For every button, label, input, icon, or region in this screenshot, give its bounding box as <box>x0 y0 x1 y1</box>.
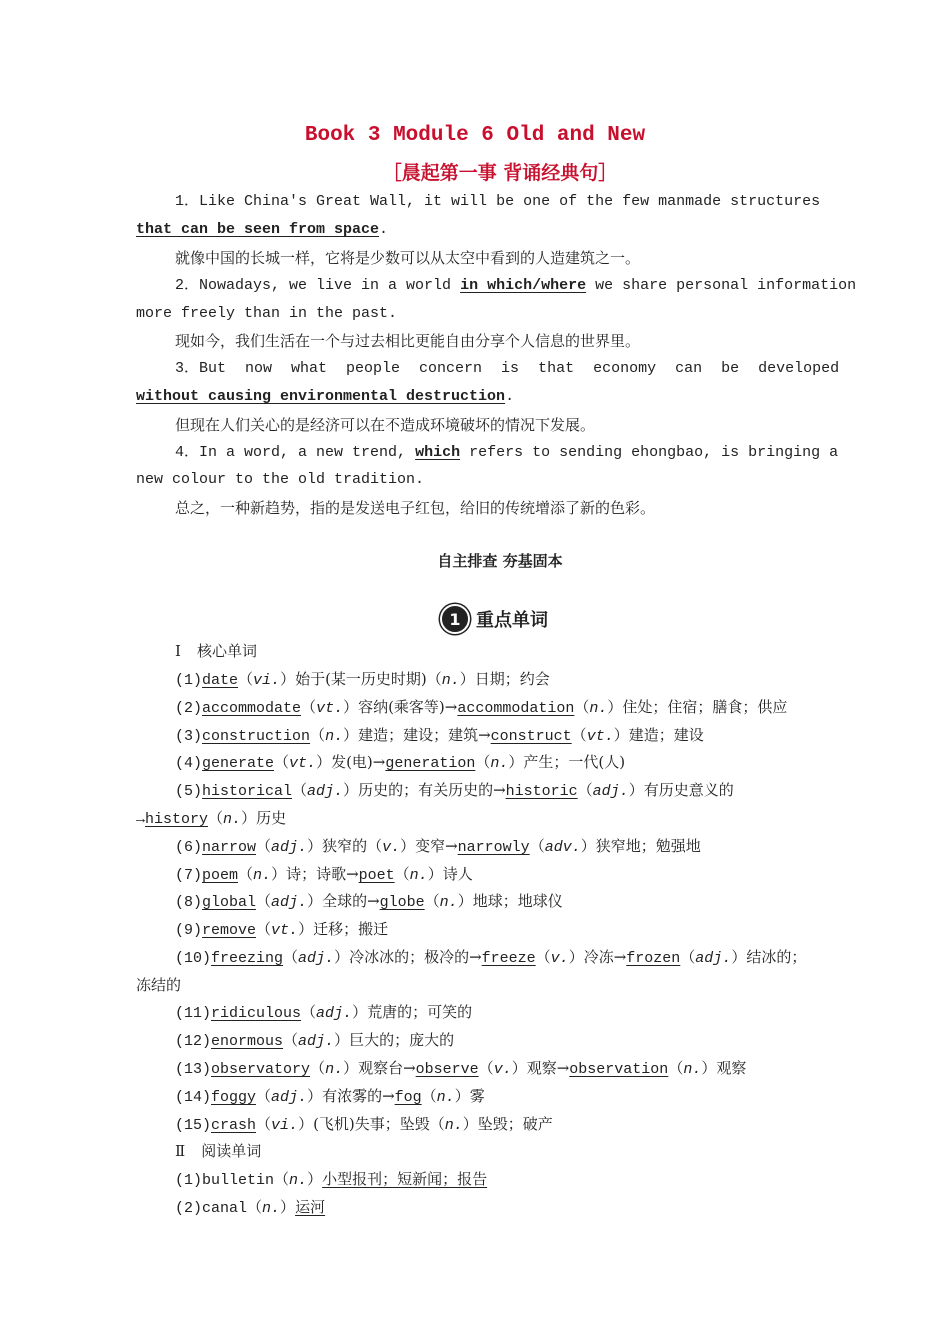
vocab-word: date <box>202 672 239 689</box>
item-number: (8) <box>175 894 203 911</box>
vocab-word: fog <box>394 1089 422 1106</box>
core-word-item <box>175 864 473 886</box>
part-of-speech: n. <box>223 811 242 828</box>
word-meaning: （ <box>238 865 254 883</box>
item-number: (12) <box>175 1033 212 1050</box>
item-number: (10) <box>175 950 212 967</box>
word-meaning: （ <box>424 892 440 910</box>
part-of-speech: adj. <box>298 950 335 967</box>
part-of-speech: adj. <box>307 783 344 800</box>
document-subtitle: ［晨起第一事 背诵经典句］ <box>382 162 618 184</box>
part-of-speech: v. <box>382 839 401 856</box>
word-meaning: ）观察台→ <box>343 1059 416 1077</box>
item-number: (14) <box>175 1089 212 1106</box>
word-meaning: ）有浓雾的→ <box>307 1087 395 1105</box>
part-of-speech: n. <box>444 1117 463 1134</box>
item-number: (1) <box>175 672 203 689</box>
sentence-number: 1． <box>175 193 200 210</box>
core-word-item <box>175 947 806 969</box>
word-meaning: ）冷冰冰的；极冷的→ <box>334 948 482 966</box>
sentence-4-answer: which <box>415 444 461 461</box>
part-of-speech: n. <box>490 755 509 772</box>
bracket: （ <box>274 1170 290 1188</box>
core-word-item <box>136 808 286 830</box>
item-number: (3) <box>175 728 203 745</box>
word-meaning: （ <box>301 1003 317 1021</box>
sentence-3-line-2: without causing environmental destruction. <box>136 388 515 405</box>
sentence-2-answer: in which/where <box>460 277 587 294</box>
item-number: (2) <box>175 700 203 717</box>
sentence-1-translation: 就像中国的长城一样，它将是少数可以从太空中看到的人造建筑之一。 <box>175 249 641 267</box>
word-meaning: ）雾 <box>454 1087 485 1105</box>
word-meaning: ）狭窄的（ <box>307 837 383 855</box>
core-word-item <box>175 1114 553 1136</box>
sentence-3-translation: 但现在人们关心的是经济可以在不造成环境破坏的情况下发展。 <box>175 416 596 434</box>
vocab-word: foggy <box>211 1089 257 1106</box>
word-meaning: （ <box>668 1059 684 1077</box>
word-meaning: （ <box>310 1059 326 1077</box>
core-words-heading: Ⅰ 核心单词 <box>175 642 257 660</box>
vocab-word: historic <box>505 783 578 800</box>
word-meaning: （ <box>310 726 326 744</box>
word-meaning: （ <box>529 837 545 855</box>
document-title: Book 3 Module 6 Old and New <box>304 124 646 147</box>
core-word-item <box>175 1058 746 1080</box>
word-meaning: （ <box>394 865 410 883</box>
vocab-word: generate <box>202 755 275 772</box>
part-of-speech: adj. <box>592 783 629 800</box>
core-word-item <box>175 725 704 747</box>
word-meaning: ）历史 <box>241 809 287 827</box>
vocab-word: construction <box>202 728 311 745</box>
word-meaning: ）狭窄地；勉强地 <box>580 837 701 855</box>
sentence-number: 2． <box>175 277 200 294</box>
part-of-speech: v. <box>493 1061 512 1078</box>
item-number: → <box>136 811 146 828</box>
reading-words-heading: Ⅱ 阅读单词 <box>175 1142 262 1160</box>
vocab-word: (2)canal <box>175 1200 248 1217</box>
badge-label: 重点单词 <box>476 610 548 631</box>
word-meaning: ）产生；一代(人) <box>508 753 626 771</box>
reading-word-item <box>175 1169 487 1191</box>
core-word-item <box>175 919 388 941</box>
vocab-word: observatory <box>211 1061 311 1078</box>
word-meaning: ）始于(某一历史时期)（ <box>280 670 442 688</box>
word-meaning: ）诗；诗歌→ <box>271 865 359 883</box>
item-number: (7) <box>175 867 203 884</box>
word-meaning: （ <box>421 1087 437 1105</box>
core-word-item <box>175 669 550 691</box>
core-word-item <box>136 975 181 997</box>
part-of-speech: adj. <box>695 950 732 967</box>
word-meaning: （ <box>301 698 317 716</box>
sentence-2-translation: 现如今，我们生活在一个与过去相比更能自由分享个人信息的世界里。 <box>175 332 641 350</box>
sentence-2-line-1: 2．Nowadays, we live in a world in which/where we share personal information <box>175 277 857 294</box>
bracket: （ <box>247 1198 263 1216</box>
bracket: ） <box>307 1170 323 1188</box>
word-meaning: （ <box>475 753 491 771</box>
word-meaning: ）住处；住宿；膳食；供应 <box>607 698 788 716</box>
sentence-1-answer: that can be seen from space <box>136 221 380 238</box>
part-of-speech: adj. <box>298 1033 335 1050</box>
item-number: (5) <box>175 783 203 800</box>
part-of-speech: n. <box>289 1172 308 1189</box>
number-badge-icon: 1 <box>440 604 470 634</box>
core-word-item <box>175 1030 454 1052</box>
part-of-speech: vt. <box>316 700 344 717</box>
part-of-speech: adj. <box>271 1089 308 1106</box>
word-meaning: ）坠毁；破产 <box>462 1115 553 1133</box>
word-meaning: （ <box>283 1031 299 1049</box>
core-word-item <box>175 1086 485 1108</box>
reading-word-item <box>175 1197 325 1219</box>
item-number: (6) <box>175 839 203 856</box>
section-title: 自主排查 夯基固本 <box>437 552 563 570</box>
word-meaning: （ <box>478 1059 494 1077</box>
word-meaning: ）建造；建设；建筑→ <box>343 726 491 744</box>
part-of-speech: vi. <box>271 1117 299 1134</box>
part-of-speech: adv. <box>544 839 581 856</box>
word-meaning: （ <box>571 726 587 744</box>
vocab-word: narrowly <box>457 839 530 856</box>
word-meaning: （ <box>256 1115 272 1133</box>
part-of-speech: vt. <box>289 755 317 772</box>
word-meaning: （ <box>283 948 299 966</box>
part-of-speech: adj. <box>271 894 308 911</box>
word-meaning: ）结冰的； <box>731 948 807 966</box>
word-meaning: （ <box>535 948 551 966</box>
part-of-speech: vt. <box>586 728 614 745</box>
word-meaning: ）变窄→ <box>400 837 458 855</box>
word-meaning: （ <box>274 753 290 771</box>
sentence-1-line-1 <box>136 192 821 212</box>
vocab-word: poem <box>202 867 239 884</box>
word-meaning: （ <box>574 698 590 716</box>
vocab-word: historical <box>202 783 293 800</box>
vocab-word: accommodation <box>457 700 575 717</box>
sentence-4-line-1: 4．In a word, a new trend, which refers to sending ehongbao, is bringing a <box>175 444 839 461</box>
word-meaning: ）地球；地球仪 <box>457 892 563 910</box>
vocab-word: globe <box>379 894 425 911</box>
word-meaning: （ <box>238 670 254 688</box>
item-number: (11) <box>175 1005 212 1022</box>
part-of-speech: n. <box>262 1200 281 1217</box>
word-meaning: （ <box>577 781 593 799</box>
sentence-3-line-1: 3．But now what people concern is that economy can be developed <box>175 360 840 377</box>
part-of-speech: n. <box>253 867 272 884</box>
part-of-speech: n. <box>589 700 608 717</box>
sentence-text: Like China's Great Wall, it will be one of the few manmade structures <box>199 193 821 210</box>
part-of-speech: n. <box>439 894 458 911</box>
sentence-2-line-2: more freely than in the past. <box>136 305 398 322</box>
word-meaning: （ <box>208 809 224 827</box>
part-of-speech: n. <box>409 867 428 884</box>
vocab-word: remove <box>202 922 257 939</box>
word-meaning-answer: 运河 <box>295 1198 326 1216</box>
vocab-word: observe <box>415 1061 479 1078</box>
sentence-number: 4． <box>175 444 200 461</box>
word-meaning: ）建造；建设 <box>613 726 704 744</box>
word-meaning: ）巨大的；庞大的 <box>334 1031 455 1049</box>
vocab-word: freeze <box>481 950 536 967</box>
part-of-speech: n. <box>325 1061 344 1078</box>
word-meaning: ）迁移；搬迁 <box>298 920 389 938</box>
sentence-1-line-2: that can be seen from space. <box>136 221 389 238</box>
word-meaning: （ <box>292 781 308 799</box>
core-word-item <box>175 752 625 774</box>
core-word-item <box>175 1002 472 1024</box>
part-of-speech: adj. <box>316 1005 353 1022</box>
part-of-speech: vi. <box>253 672 281 689</box>
section-badge <box>440 604 548 634</box>
item-number: (4) <box>175 755 203 772</box>
sentence-number: 3． <box>175 360 200 377</box>
sentence-3-answer: without causing environmental destruction <box>136 388 506 405</box>
vocab-word: global <box>202 894 257 911</box>
vocab-word: narrow <box>202 839 257 856</box>
part-of-speech: n. <box>683 1061 702 1078</box>
word-meaning: （ <box>680 948 696 966</box>
word-meaning: ）容纳(乘客等)→ <box>343 698 458 716</box>
word-meaning: ）全球的→ <box>307 892 380 910</box>
word-meaning: ）历史的；有关历史的→ <box>343 781 506 799</box>
vocab-word: ridiculous <box>211 1005 302 1022</box>
vocab-word: crash <box>211 1117 257 1134</box>
item-number: (15) <box>175 1117 212 1134</box>
word-meaning: ）(飞机)失事；坠毁（ <box>298 1115 445 1133</box>
word-meaning: ）冷冻→ <box>568 948 627 966</box>
bracket: ） <box>280 1198 296 1216</box>
part-of-speech: adj. <box>271 839 308 856</box>
sentence-4-line-2: new colour to the old tradition. <box>136 471 425 488</box>
vocab-word: (1)bulletin <box>175 1172 275 1189</box>
vocab-word: freezing <box>211 950 284 967</box>
vocab-word: construct <box>490 728 572 745</box>
sentence-4-translation: 总之，一种新趋势，指的是发送电子红包，给旧的传统增添了新的色彩。 <box>175 499 656 517</box>
vocab-word: poet <box>358 867 395 884</box>
item-number: (9) <box>175 922 203 939</box>
word-meaning: 冻结的 <box>136 976 182 994</box>
word-meaning: （ <box>256 920 272 938</box>
item-number: (13) <box>175 1061 212 1078</box>
vocab-word: accommodate <box>202 700 302 717</box>
word-meaning: ）日期；约会 <box>459 670 550 688</box>
word-meaning: ）发(电)→ <box>316 753 386 771</box>
core-word-item <box>175 697 787 719</box>
word-meaning: （ <box>256 837 272 855</box>
vocab-word: enormous <box>211 1033 284 1050</box>
word-meaning: ）观察 <box>701 1059 747 1077</box>
word-meaning: （ <box>256 892 272 910</box>
core-word-item <box>175 780 734 802</box>
part-of-speech: vt. <box>271 922 299 939</box>
part-of-speech: n. <box>436 1089 455 1106</box>
part-of-speech: n. <box>441 672 460 689</box>
word-meaning: ）荒唐的；可笑的 <box>352 1003 473 1021</box>
part-of-speech: n. <box>325 728 344 745</box>
core-word-item <box>175 891 563 913</box>
core-word-item <box>175 836 701 858</box>
vocab-word: generation <box>385 755 476 772</box>
word-meaning: ）有历史意义的 <box>628 781 734 799</box>
word-meaning-answer: 小型报刊；短新闻；报告 <box>322 1170 488 1188</box>
word-meaning: （ <box>256 1087 272 1105</box>
vocab-word: frozen <box>626 950 681 967</box>
vocab-word: observation <box>569 1061 669 1078</box>
vocab-word: history <box>145 811 209 828</box>
part-of-speech: v. <box>550 950 569 967</box>
word-meaning: ）观察→ <box>511 1059 570 1077</box>
word-meaning: ）诗人 <box>427 865 473 883</box>
